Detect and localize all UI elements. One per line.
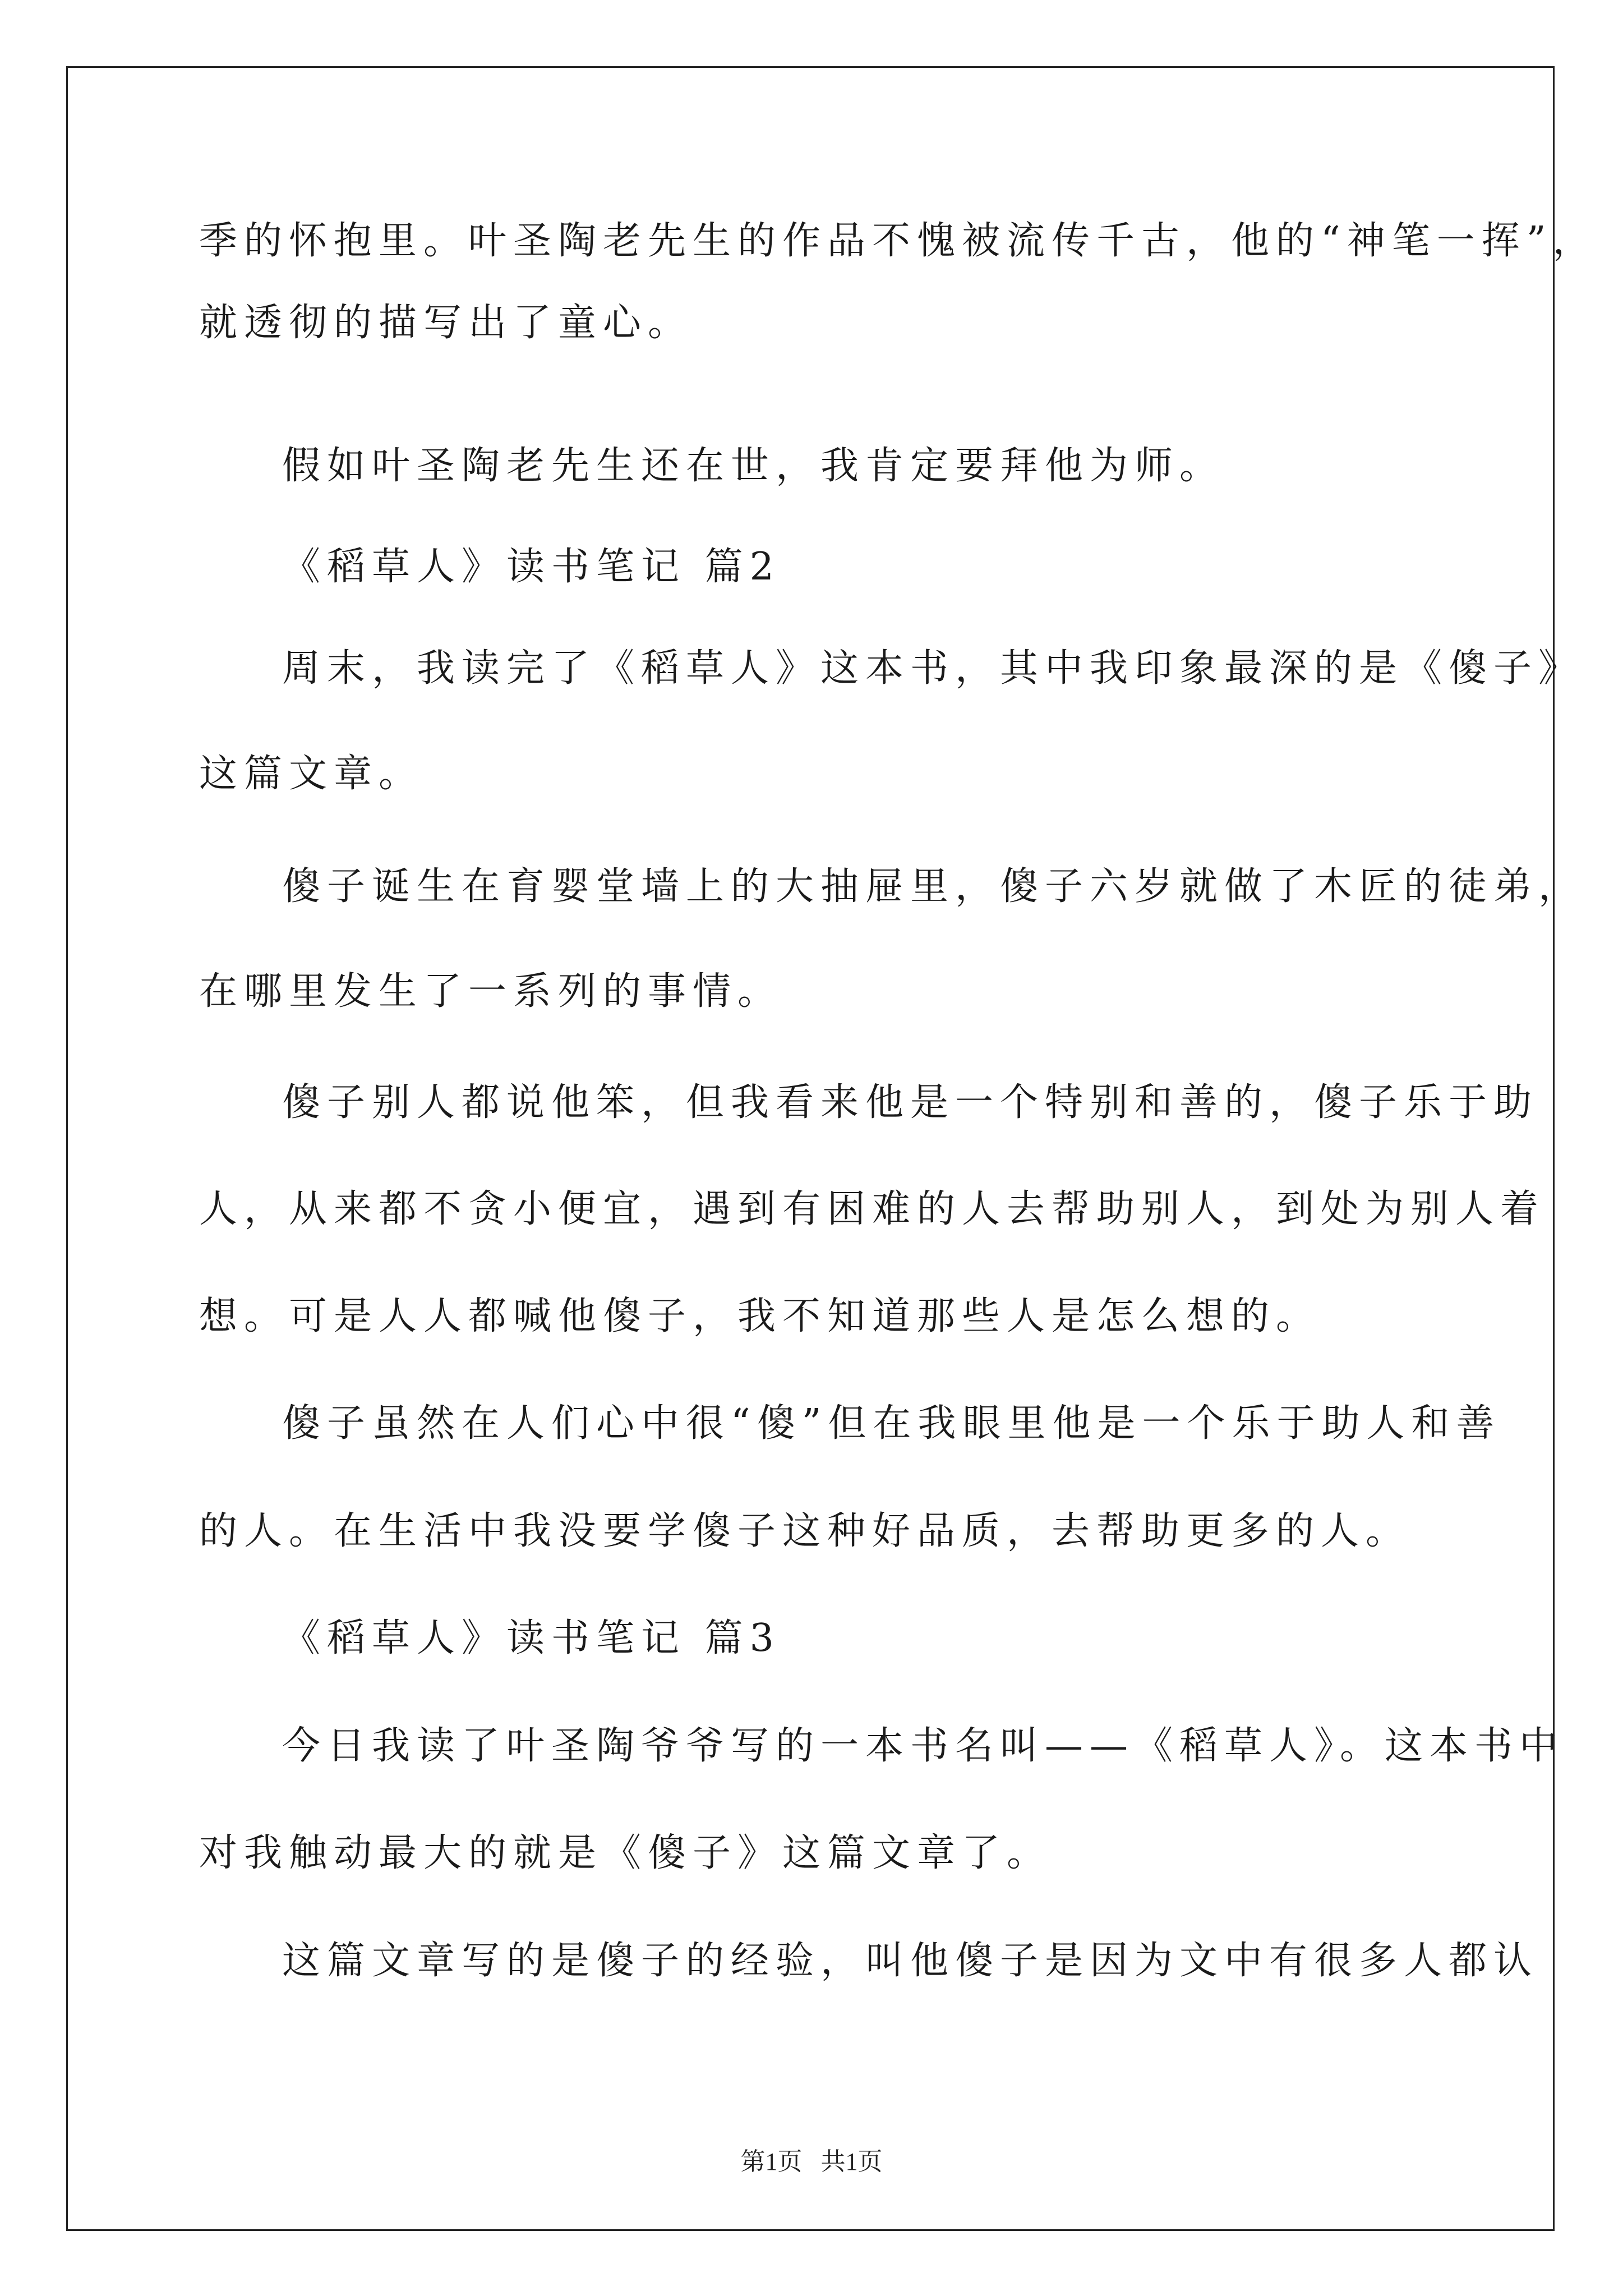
text-line: 季的怀抱里。叶圣陶老先生的作品不愧被流传千古，他的“神笔一挥”， [199,219,1598,263]
text-line: 假如叶圣陶老先生还在世，我肯定要拜他为师。 [282,444,1225,488]
text-line: 对我触动最大的就是《傻子》这篇文章了。 [199,1831,1052,1875]
section-heading: 《稻草人》读书笔记 篇3 [282,1616,781,1660]
text-line: 傻子诞生在育婴堂墙上的大抽屉里，傻子六岁就做了木匠的徒弟， [282,864,1584,909]
text-line: 今日我读了叶圣陶爷爷写的一本书名叫——《稻草人》。这本书中 [282,1724,1565,1768]
text-line: 在哪里发生了一系列的事情。 [199,969,783,1014]
page-border [66,66,1555,2231]
text-line: 想。可是人人都喊他傻子，我不知道那些人是怎么想的。 [199,1294,1321,1338]
text-line: 人，从来都不贪小便宜，遇到有困难的人去帮助别人，到处为别人着 [199,1187,1546,1231]
page-footer: 第1页 共1页 [740,2148,883,2175]
text-line: 这篇文章写的是傻子的经验，叫他傻子是因为文中有很多人都认 [282,1939,1539,1983]
text-line: 傻子别人都说他笨，但我看来他是一个特别和善的，傻子乐于助 [282,1080,1539,1125]
text-line: 这篇文章。 [199,752,424,796]
text-line: 的人。在生活中我没要学傻子这种好品质，去帮助更多的人。 [199,1509,1411,1553]
text-line: 傻子虽然在人们心中很“傻”但在我眼里他是一个乐于助人和善 [282,1401,1501,1446]
text-line: 周末，我读完了《稻草人》这本书，其中我印象最深的是《傻子》 [282,646,1584,691]
text-line: 就透彻的描写出了童心。 [199,301,693,345]
section-heading: 《稻草人》读书笔记 篇2 [282,545,781,589]
